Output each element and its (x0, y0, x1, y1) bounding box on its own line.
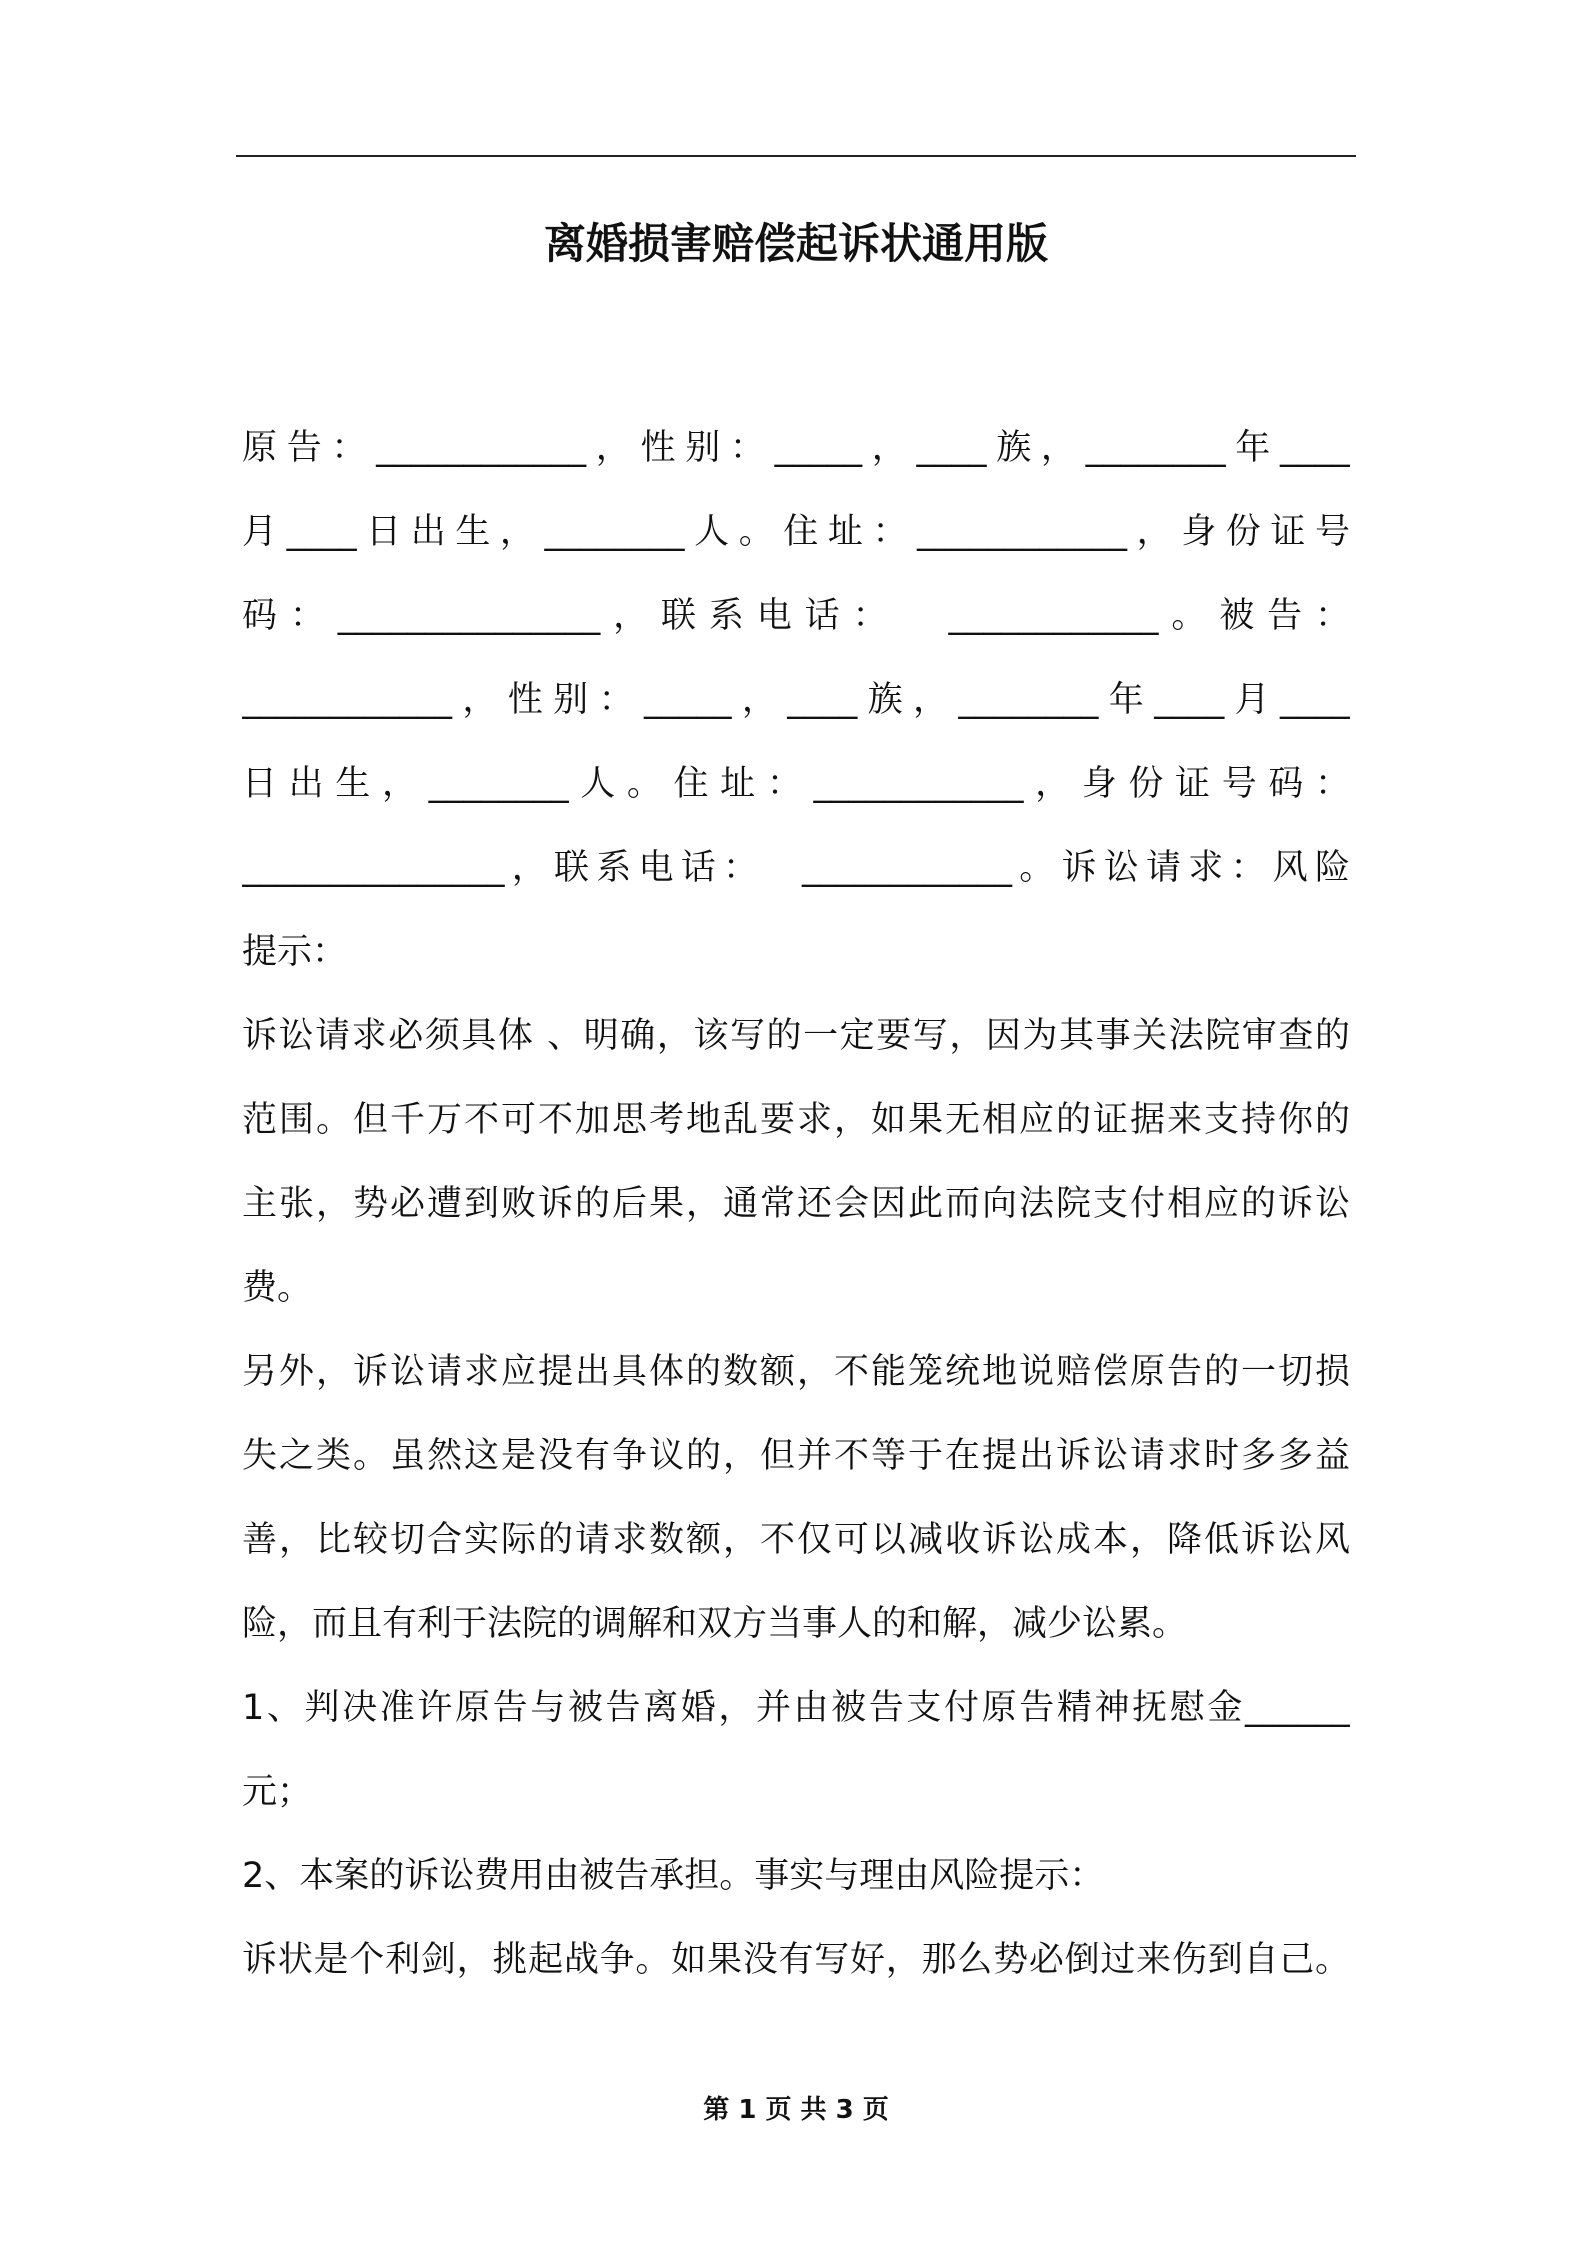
header-rule (236, 155, 1356, 157)
text-line: 提示： (242, 932, 348, 972)
text-line: 善，比较切合实际的请求数额，不仅可以减收诉讼成本，降低诉讼风 (242, 1520, 1350, 1560)
document-title: 离婚损害赔偿起诉状通用版 (543, 219, 1048, 268)
document-body (242, 406, 1350, 2002)
text-line: 范围。但千万不可不加思考地乱要求，如果无相应的证据来支持你的 (242, 1100, 1350, 1140)
text-line: 失之类。虽然这是没有争议的，但并不等于在提出诉讼请求时多多益 (242, 1436, 1350, 1476)
text-line: 费。 (242, 1268, 313, 1308)
text-line: 原告：____________，性别：_____，____族，________年____ (242, 428, 1350, 468)
text-line: 码：_______________，联系电话： ____________。被告： (242, 596, 1350, 636)
text-line: 1、判决准许原告与被告离婚，并由被告支付原告精神抚慰金______ (242, 1688, 1350, 1728)
page-indicator: 第 1 页 共 3 页 (703, 2095, 889, 2125)
text-line: 另外，诉讼请求应提出具体的数额，不能笼统地说赔偿原告的一切损 (242, 1352, 1350, 1392)
text-line: 2、本案的诉讼费用由被告承担。事实与理由风险提示： (242, 1856, 1105, 1896)
text-line: 元； (242, 1772, 313, 1812)
text-line: 险，而且有利于法院的调解和双方当事人的和解，减少讼累。 (242, 1604, 1188, 1644)
text-line: 诉状是个利剑，挑起战争。如果没有写好，那么势必倒过来伤到自己。 (242, 1940, 1350, 1980)
text-line: 月____日出生，________人。住址：____________，身份证号 (242, 512, 1350, 552)
text-line: 诉讼请求必须具体 、明确，该写的一定要写，因为其事关法院审查的 (242, 1016, 1350, 1056)
text-line: 日出生，________人。住址：____________，身份证号码： (242, 764, 1350, 804)
text-line: ____________，性别：_____，____族，________年____月____ (242, 680, 1350, 720)
text-line: _______________，联系电话： ____________。诉讼请求：风险 (242, 848, 1350, 888)
text-line: 主张，势必遭到败诉的后果，通常还会因此而向法院支付相应的诉讼 (242, 1184, 1350, 1224)
